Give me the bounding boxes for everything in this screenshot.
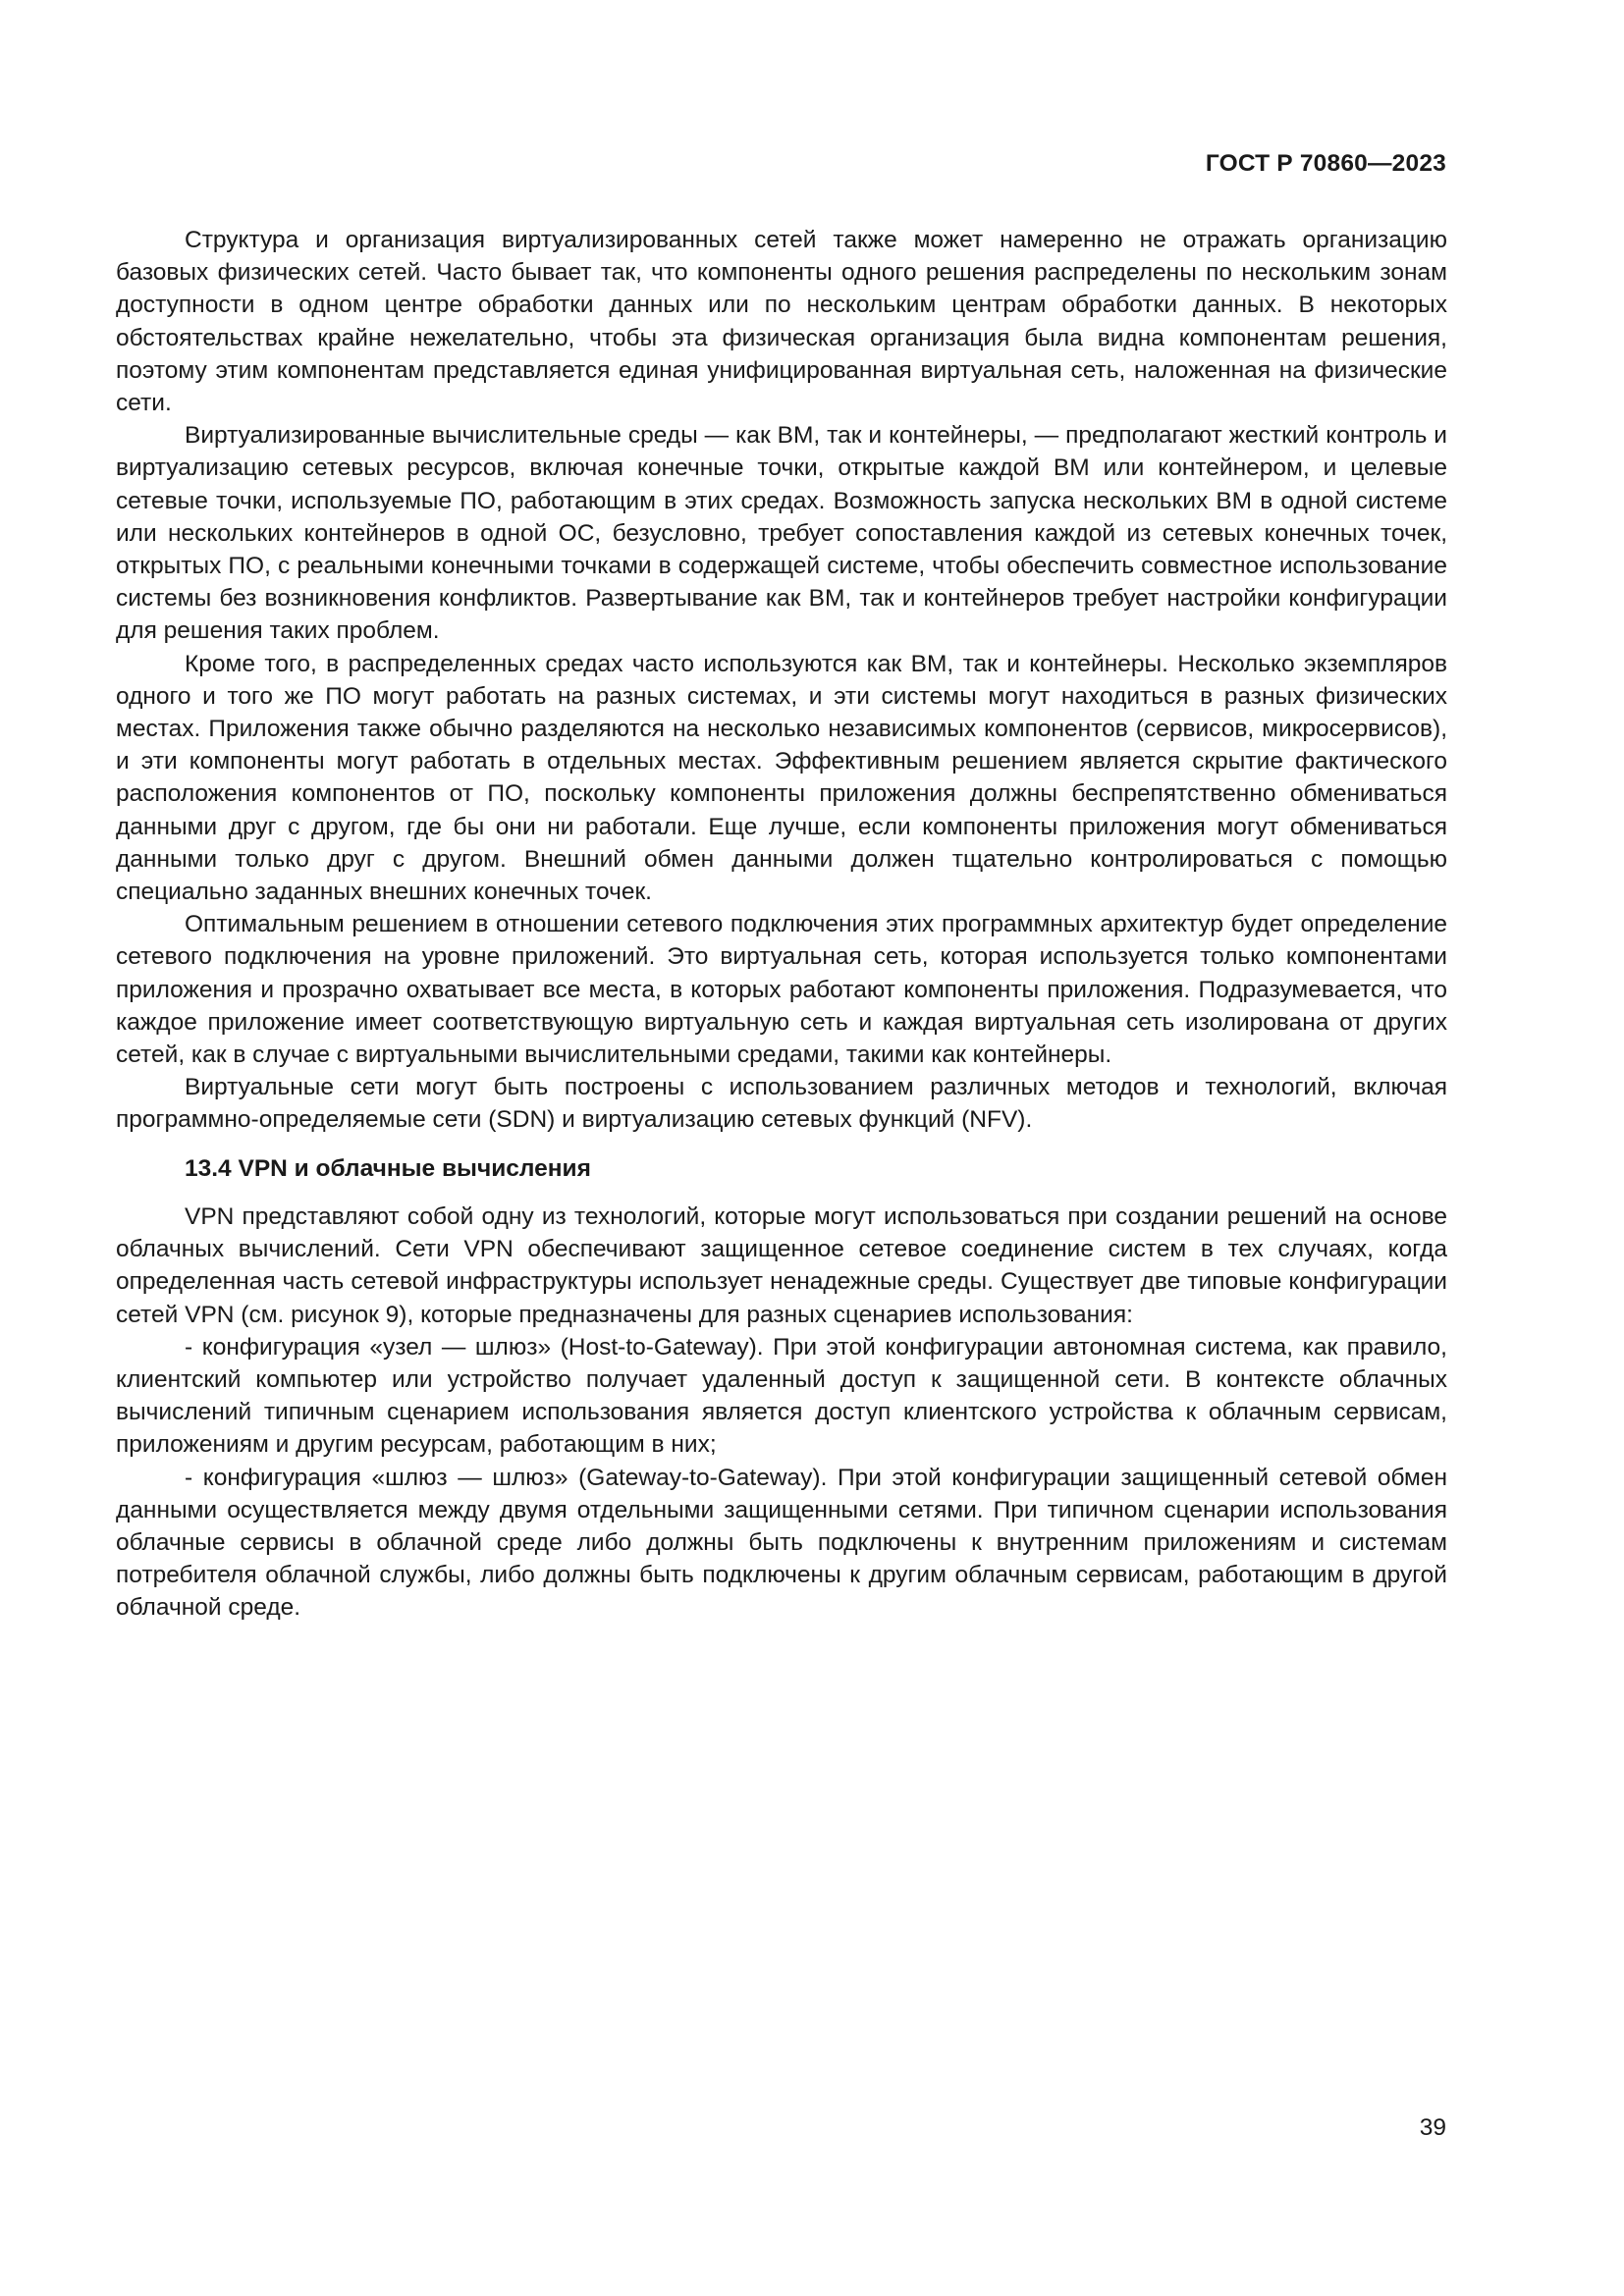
list-item: - конфигурация «узел — шлюз» (Host-to-Gateway). При этой конфигурации автономная система, как правило, клиентский компьютер или устройство получает удаленный доступ к защищенной сети. В контексте облачных вычислений типичным сценарием использования является доступ клиентского устройства к облачным сервисам, приложениям и другим ресурсам, работающим в них; <box>116 1333 1447 1459</box>
standard-designation: ГОСТ Р 70860—2023 <box>1205 150 1446 177</box>
paragraph: Кроме того, в распределенных средах часто используются как ВМ, так и контейнеры. Несколько экземпляров одного и того же ПО могут работать на разных системах, и эти системы могут находиться в разных физических местах. Приложения также обычно разделяются на несколько независимых компонентов (сервисов, микросервисов), и эти компоненты могут работать в отдельных местах. Эффективным решением является скрытие фактического расположения компонентов от ПО, поскольку компоненты приложения должны беспрепятственно обмениваться данными друг с другом, где бы они ни работали. Еще лучше, если компоненты приложения могут обмениваться данными только друг с другом. Внешний обмен данными должен тщательно контролироваться с помощью специально заданных внешних конечных точек. <box>116 650 1447 906</box>
paragraph: Структура и организация виртуализированных сетей также может намеренно не отражать организацию базовых физических сетей. Часто бывает так, что компоненты одного решения распределены по нескольким зонам доступности в одном центре обработки данных или по нескольким центрам обработки данных. В некоторых обстоятельствах крайне нежелательно, чтобы эта физическая организация была видна компонентам решения, поэтому этим компонентам представляется единая унифицированная виртуальная сеть, наложенная на физические сети. <box>116 227 1447 417</box>
section-heading: 13.4 VPN и облачные вычисления <box>185 1154 591 1182</box>
paragraph: Оптимальным решением в отношении сетевого подключения этих программных архитектур будет определение сетевого подключения на уровне приложений. Это виртуальная сеть, которая используется только компонентами приложения и прозрачно охватывает все места, в которых работают компоненты приложения. Подразумевается, что каждое приложение имеет соответствующую виртуальную сеть и каждая виртуальная сеть изолирована от других сетей, как в случае с виртуальными вычислительными средами, такими как контейнеры. <box>116 911 1447 1069</box>
page-number: 39 <box>1419 2114 1446 2141</box>
paragraph: Виртуализированные вычислительные среды — как ВМ, так и контейнеры, — предполагают жесткий контроль и виртуализацию сетевых ресурсов, включая конечные точки, открытые каждой ВМ или контейнером, и целевые сетевые точки, используемые ПО, работающим в этих средах. Возможность запуска нескольких ВМ в одной системе или нескольких контейнеров в одной ОС, безусловно, требует сопоставления каждой из сетевых конечных точек, открытых ПО, с реальными конечными точками в содержащей системе, чтобы обеспечить совместное использование системы без возникновения конфликтов. Развертывание как ВМ, так и контейнеров требует настройки конфигурации для решения таких проблем. <box>116 422 1447 645</box>
page-body <box>116 224 1447 1625</box>
paragraph: Виртуальные сети могут быть построены с использованием различных методов и технологий, включая программно-определяемые сети (SDN) и виртуализацию сетевых функций (NFV). <box>116 1074 1447 1134</box>
list-item: - конфигурация «шлюз — шлюз» (Gateway-to-Gateway). При этой конфигурации защищенный сетевой обмен данными осуществляется между двумя отдельными защищенными сетями. При типичном сценарии использования облачные сервисы в облачной среде либо должны быть подключены к внутренним приложениям и системам потребителя облачной службы, либо должны быть подключены к другим облачным сервисам, работающим в другой облачной среде. <box>116 1464 1447 1622</box>
paragraph: VPN представляют собой одну из технологий, которые могут использоваться при создании решений на основе облачных вычислений. Сети VPN обеспечивают защищенное сетевое соединение систем в тех случаях, когда определенная часть сетевой инфраструктуры использует ненадежные среды. Существует две типовые конфигурации сетей VPN (см. рисунок 9), которые предназначены для разных сценариев использования: <box>116 1202 1447 1328</box>
